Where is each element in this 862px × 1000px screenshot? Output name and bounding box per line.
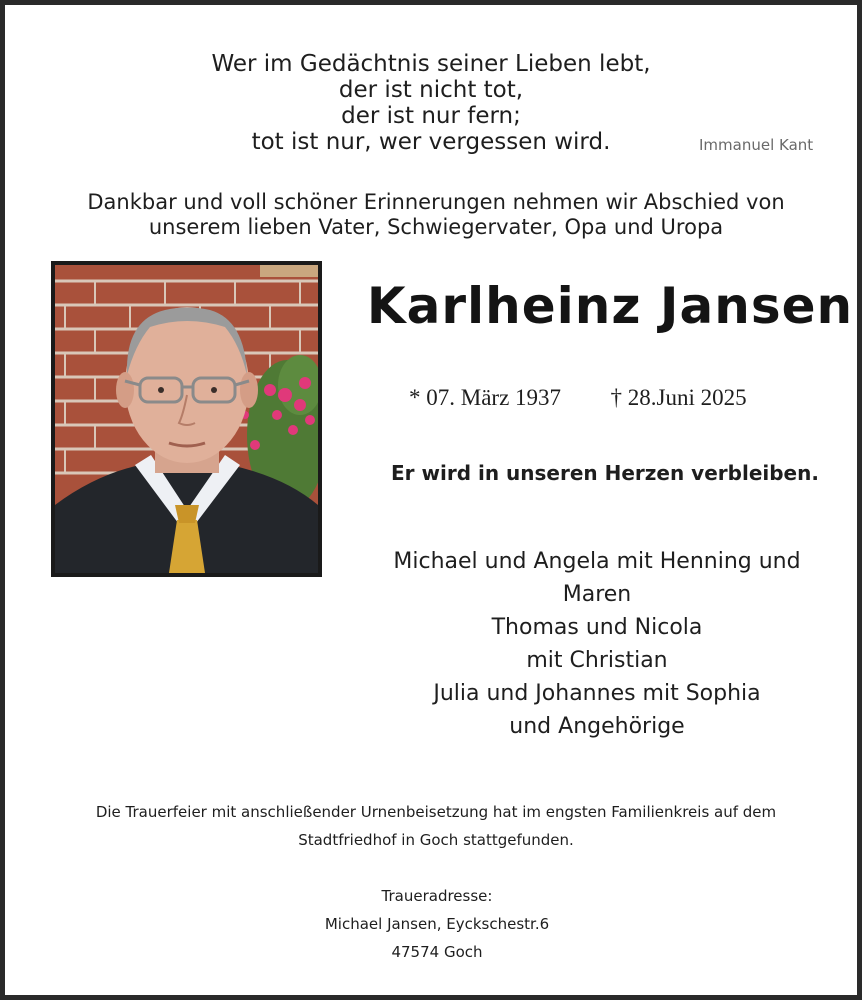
- mourning-address: [237, 882, 637, 966]
- family-line: Julia und Johannes mit Sophia: [433, 681, 761, 706]
- poem-line: Wer im Gedächtnis seiner Lieben lebt,: [211, 51, 651, 77]
- memorial-motto: Er wird in unseren Herzen verbleiben.: [391, 461, 819, 485]
- ceremony-line: Die Trauerfeier mit anschließender Urnenbeisetzung hat im engsten Familienkreis auf dem: [95, 803, 777, 821]
- death-date: 28.Juni 2025: [627, 385, 747, 410]
- deceased-name: Karlheinz Jansen: [366, 277, 854, 335]
- ceremony-line: Stadtfriedhof in Goch stattgefunden.: [298, 831, 574, 849]
- poem-line: tot ist nur, wer vergessen wird.: [251, 129, 611, 155]
- family-list: [367, 545, 827, 743]
- cross-icon: †: [610, 385, 623, 410]
- ceremony-info: [45, 798, 827, 854]
- intro-line: unserem lieben Vater, Schwiegervater, Opa und Uropa: [148, 215, 724, 239]
- birth-date: 07. März 1937: [426, 385, 562, 410]
- address-label: Traueradresse:: [381, 887, 493, 905]
- poem-line: der ist nur fern;: [341, 103, 521, 129]
- poem-line: der ist nicht tot,: [338, 77, 524, 103]
- family-line: Michael und Angela mit Henning und: [393, 549, 801, 574]
- portrait-photo: [51, 261, 322, 577]
- poem-quote: [105, 51, 757, 155]
- family-line: mit Christian: [526, 648, 668, 673]
- birth-symbol: *: [409, 385, 421, 410]
- quote-author: Immanuel Kant: [699, 136, 814, 154]
- life-dates: [409, 385, 747, 411]
- intro-line: Dankbar und voll schöner Erinnerungen nehmen wir Abschied von: [87, 190, 785, 214]
- family-line: und Angehörige: [509, 714, 685, 739]
- address-street: Michael Jansen, Eyckschestr.6: [324, 915, 550, 933]
- intro-text: [25, 190, 847, 240]
- family-line: Thomas und Nicola: [491, 615, 703, 640]
- address-city: 47574 Goch: [391, 943, 483, 961]
- family-line: Maren: [562, 582, 632, 607]
